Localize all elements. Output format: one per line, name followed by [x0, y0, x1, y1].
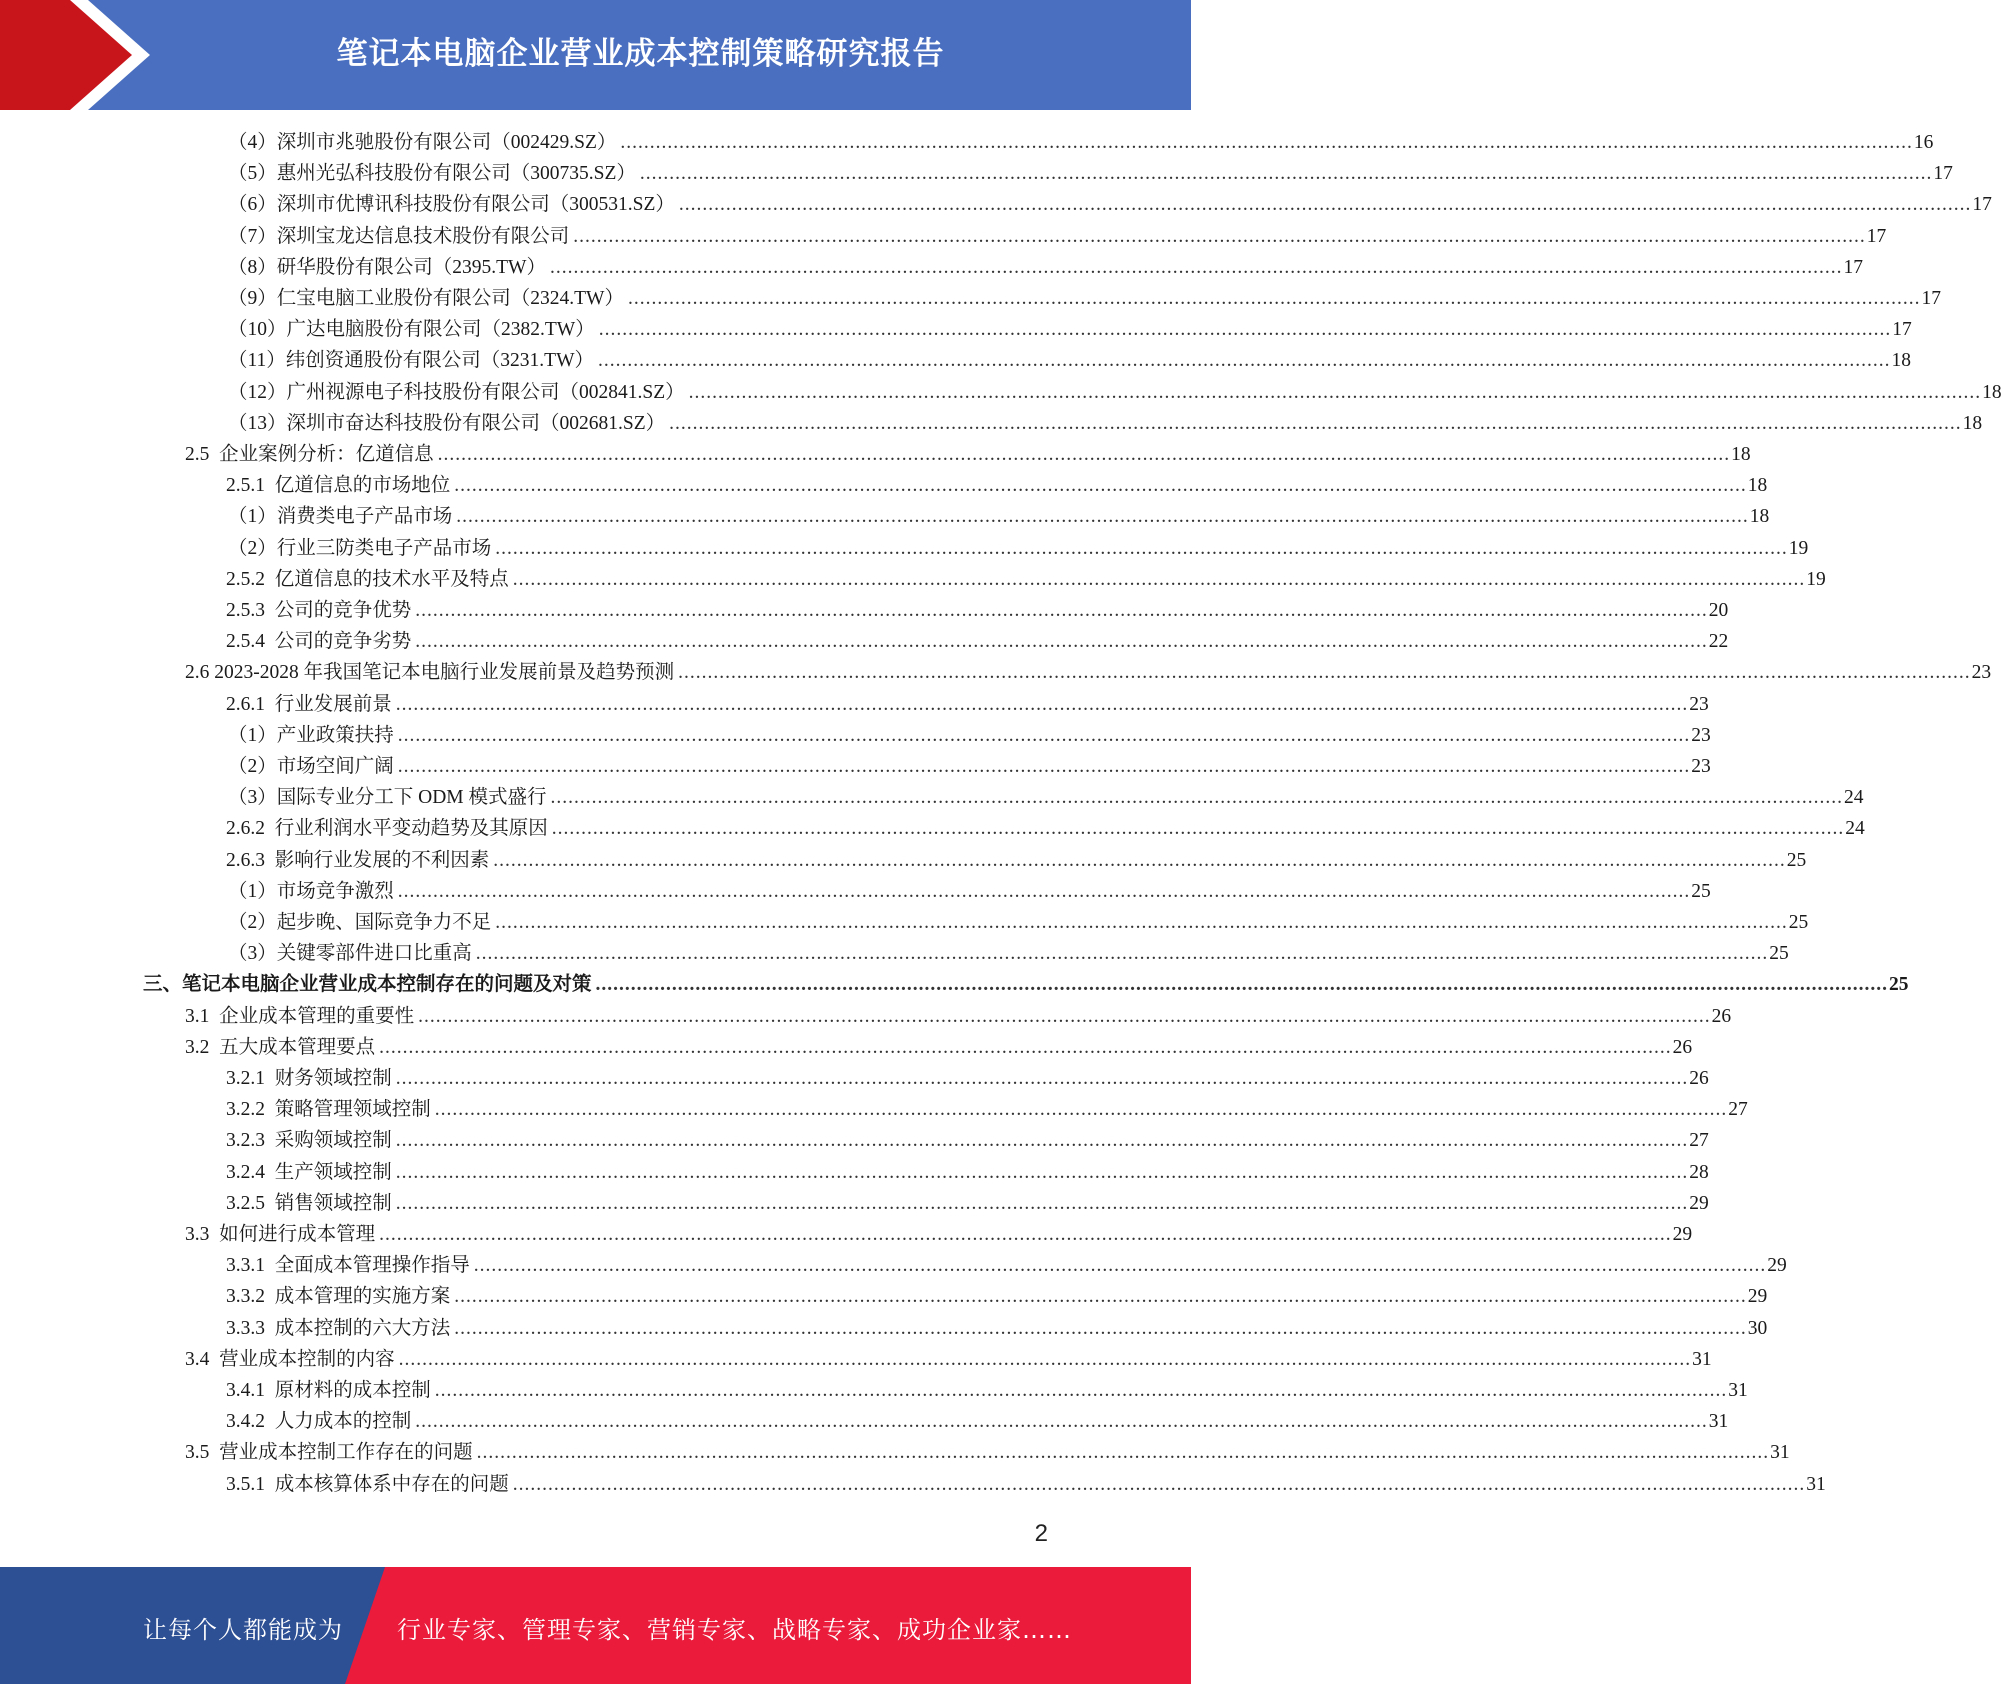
toc-entry[interactable]	[228, 533, 1809, 564]
toc-entry[interactable]	[228, 907, 1809, 938]
toc-entry-title: （10）广达电脑股份有限公司（2382.TW）	[228, 319, 595, 341]
toc-entry-title: 3.4.1 原材料的成本控制	[226, 1380, 431, 1401]
toc-entry-page: 31	[1728, 1380, 1748, 1401]
page-footer	[0, 1567, 1191, 1684]
toc-dot-leader: ............................................................................................................................................................................................................................	[395, 1130, 1689, 1152]
toc-entry-page: 17	[1921, 288, 1941, 309]
toc-entry[interactable]	[226, 626, 1729, 657]
toc-entry-title: 3.5 营业成本控制工作存在的问题	[185, 1442, 473, 1464]
toc-dot-leader: ............................................................................................................................................................................................................................	[549, 256, 1843, 278]
toc-entry[interactable]	[143, 969, 1909, 1000]
toc-entry[interactable]	[228, 876, 1711, 907]
toc-entry-title: 3.4.2 人力成本的控制	[226, 1411, 412, 1433]
toc-entry-page: 25	[1889, 974, 1909, 996]
toc-entry-title: （8）研华股份有限公司（2395.TW）	[228, 256, 546, 278]
toc-dot-leader: ............................................................................................................................................................................................................................	[397, 880, 1691, 902]
toc-entry-page: 25	[1691, 880, 1711, 902]
toc-dot-leader: ............................................................................................................................................................................................................................	[379, 1036, 1672, 1058]
toc-dot-leader: ............................................................................................................................................................................................................................	[415, 1411, 1708, 1433]
toc-entry[interactable]	[228, 408, 1983, 439]
toc-dot-leader: ............................................................................................................................................................................................................................	[595, 974, 1889, 996]
toc-entry-page: 28	[1689, 1161, 1709, 1183]
toc-dot-leader: ............................................................................................................................................................................................................................	[398, 1348, 1692, 1370]
toc-entry-page: 19	[1806, 568, 1826, 590]
toc-entry[interactable]	[228, 127, 1934, 158]
toc-entry-title: （7）深圳宝龙达信息技术股份有限公司	[228, 225, 570, 247]
toc-dot-leader: ............................................................................................................................................................................................................................	[454, 475, 1747, 497]
toc-entry-page: 17	[1892, 319, 1912, 341]
toc-dot-leader: ............................................................................................................................................................................................................................	[397, 756, 1691, 777]
toc-dot-leader: ............................................................................................................................................................................................................................	[379, 1224, 1672, 1245]
toc-dot-leader: ............................................................................................................................................................................................................................	[395, 1161, 1689, 1183]
toc-dot-leader: ............................................................................................................................................................................................................................	[473, 1255, 1767, 1277]
toc-entry-page: 27	[1728, 1099, 1748, 1121]
toc-entry-page: 25	[1786, 849, 1807, 871]
toc-dot-leader: ............................................................................................................................................................................................................................	[397, 724, 1691, 746]
toc-dot-leader: ............................................................................................................................................................................................................................	[415, 600, 1708, 621]
toc-entry-page: 26	[1672, 1036, 1693, 1058]
toc-dot-leader: ............................................................................................................................................................................................................................	[620, 132, 1913, 153]
toc-entry-title: 3.4 营业成本控制的内容	[185, 1348, 395, 1370]
toc-entry-page: 29	[1672, 1224, 1693, 1245]
toc-entry-page: 25	[1788, 912, 1809, 933]
toc-entry-title: （4）深圳市兆驰股份有限公司（002429.SZ）	[228, 132, 617, 153]
toc-entry-title: 2.5.2 亿道信息的技术水平及特点	[226, 568, 509, 590]
toc-dot-leader: ............................................................................................................................................................................................................................	[627, 288, 1921, 309]
toc-entry-title: （2）市场空间广阔	[228, 756, 394, 777]
toc-entry-title: 3.2.3 采购领域控制	[226, 1130, 392, 1152]
toc-dot-leader: ............................................................................................................................................................................................................................	[415, 631, 1708, 653]
toc-entry[interactable]	[228, 501, 1770, 532]
toc-dot-leader: ............................................................................................................................................................................................................................	[573, 225, 1866, 247]
toc-entry-page: 18	[1731, 444, 1751, 465]
toc-entry[interactable]	[226, 1281, 1768, 1312]
toc-dot-leader: ............................................................................................................................................................................................................................	[512, 568, 1806, 590]
toc-entry[interactable]	[185, 657, 1992, 688]
toc-entry-title: （2）起步晚、国际竞争力不足	[228, 912, 492, 933]
toc-dot-leader: ............................................................................................................................................................................................................................	[418, 1005, 1711, 1027]
toc-entry-page: 18	[1962, 412, 1983, 434]
toc-entry-title: 2.6.3 影响行业发展的不利因素	[226, 849, 490, 871]
toc-entry[interactable]	[228, 938, 1789, 969]
toc-entry-title: 三、笔记本电脑企业营业成本控制存在的问题及对策	[143, 974, 592, 996]
toc-entry-page: 17	[1866, 225, 1887, 247]
toc-entry-title: （6）深圳市优博讯科技股份有限公司（300531.SZ）	[228, 194, 675, 216]
toc-entry-page: 18	[1749, 506, 1770, 528]
toc-dot-leader: ............................................................................................................................................................................................................................	[688, 381, 1982, 403]
toc-entry[interactable]	[226, 845, 1807, 876]
page-number: 2	[1034, 1520, 1048, 1547]
toc-entry-page: 25	[1769, 943, 1789, 965]
toc-entry-title: 2.6 2023-2028 年我国笔记本电脑行业发展前景及趋势预测	[185, 662, 675, 684]
toc-entry[interactable]	[228, 751, 1711, 782]
toc-entry-page: 22	[1708, 631, 1729, 653]
toc-entry-page: 26	[1711, 1005, 1732, 1027]
toc-entry-title: 3.2 五大成本管理要点	[185, 1036, 376, 1058]
toc-entry-page: 20	[1708, 600, 1729, 621]
toc-entry-title: 2.6.2 行业利润水平变动趋势及其原因	[226, 818, 548, 840]
toc-entry-title: 3.2.1 财务领域控制	[226, 1068, 392, 1089]
toc-entry-title: 2.5.4 公司的竞争劣势	[226, 631, 412, 653]
toc-entry[interactable]	[226, 813, 1865, 844]
toc-dot-leader: ............................................................................................................................................................................................................................	[395, 693, 1689, 715]
toc-entry-page: 18	[1747, 475, 1768, 497]
toc-entry-page: 19	[1788, 537, 1809, 559]
toc-entry-title: 2.5.1 亿道信息的市场地位	[226, 475, 451, 497]
toc-entry-page: 31	[1770, 1442, 1790, 1464]
toc-entry-title: （3）国际专业分工下 ODM 模式盛行	[228, 787, 547, 809]
toc-entry[interactable]	[185, 1001, 1732, 1032]
toc-entry[interactable]	[185, 439, 1751, 470]
toc-dot-leader: ............................................................................................................................................................................................................................	[678, 662, 1971, 684]
toc-entry-title: （2）行业三防类电子产品市场	[228, 537, 492, 559]
toc-dot-leader: ............................................................................................................................................................................................................................	[493, 849, 1786, 871]
toc-entry-page: 23	[1691, 756, 1711, 777]
toc-entry[interactable]	[228, 158, 1953, 189]
toc-entry-title: （5）惠州光弘科技股份有限公司（300735.SZ）	[228, 163, 636, 185]
toc-entry[interactable]	[228, 377, 2002, 408]
toc-entry-page: 27	[1689, 1130, 1709, 1152]
report-title: 笔记本电脑企业营业成本控制策略研究报告	[336, 36, 945, 72]
toc-entry-page: 23	[1691, 724, 1711, 746]
toc-entry-title: 3.2.5 销售领域控制	[226, 1192, 392, 1214]
toc-entry[interactable]	[226, 1313, 1768, 1344]
toc-entry-title: （9）仁宝电脑工业股份有限公司（2324.TW）	[228, 288, 624, 309]
toc-dot-leader: ............................................................................................................................................................................................................................	[550, 787, 1844, 809]
toc-entry[interactable]	[226, 564, 1826, 595]
toc-entry[interactable]	[226, 1406, 1729, 1437]
toc-entry-title: 3.1 企业成本管理的重要性	[185, 1005, 415, 1027]
toc-entry-title: （1）消费类电子产品市场	[228, 506, 453, 528]
toc-dot-leader: ............................................................................................................................................................................................................................	[669, 412, 1962, 434]
toc-entry-page: 18	[1982, 381, 2002, 403]
toc-entry-title: 3.3.1 全面成本管理操作指导	[226, 1255, 470, 1277]
toc-dot-leader: ............................................................................................................................................................................................................................	[395, 1068, 1689, 1089]
toc-entry[interactable]	[228, 189, 1992, 220]
toc-entry[interactable]	[226, 1188, 1709, 1219]
toc-entry-page: 17	[1972, 194, 1992, 216]
toc-dot-leader: ............................................................................................................................................................................................................................	[454, 1317, 1747, 1339]
toc-entry-page: 26	[1689, 1068, 1709, 1089]
toc-entry[interactable]	[226, 1063, 1709, 1094]
toc-entry-title: 2.6.1 行业发展前景	[226, 693, 392, 715]
toc-entry-title: 3.3 如何进行成本管理	[185, 1224, 376, 1245]
toc-entry-page: 31	[1708, 1411, 1729, 1433]
toc-entry[interactable]	[226, 1469, 1826, 1500]
toc-entry[interactable]	[185, 1344, 1712, 1375]
toc-entry-page: 30	[1747, 1317, 1768, 1339]
toc-dot-leader: ............................................................................................................................................................................................................................	[395, 1192, 1689, 1214]
toc-entry[interactable]	[226, 1125, 1709, 1156]
toc-entry[interactable]	[226, 595, 1729, 626]
toc-entry[interactable]	[226, 1094, 1748, 1125]
toc-dot-leader: ............................................................................................................................................................................................................................	[598, 319, 1892, 341]
toc-entry-page: 29	[1689, 1192, 1709, 1214]
toc-dot-leader: ............................................................................................................................................................................................................................	[495, 537, 1788, 559]
toc-dot-leader: ............................................................................................................................................................................................................................	[434, 1380, 1728, 1401]
toc-entry[interactable]	[226, 470, 1768, 501]
toc-dot-leader: ............................................................................................................................................................................................................................	[597, 350, 1891, 372]
toc-entry-title: 3.3.3 成本控制的六大方法	[226, 1317, 451, 1339]
toc-dot-leader: ............................................................................................................................................................................................................................	[437, 444, 1731, 465]
page-header	[0, 0, 1191, 110]
toc-dot-leader: ............................................................................................................................................................................................................................	[678, 194, 1972, 216]
toc-entry[interactable]	[226, 1250, 1787, 1281]
toc-dot-leader: ............................................................................................................................................................................................................................	[476, 1442, 1770, 1464]
toc-entry-page: 18	[1891, 350, 1911, 372]
toc-entry-title: 2.5 企业案例分析：亿道信息	[185, 444, 434, 465]
toc-entry[interactable]	[228, 252, 1863, 283]
toc-entry-page: 24	[1844, 787, 1864, 809]
toc-entry[interactable]	[228, 314, 1912, 345]
toc-entry-title: 3.5.1 成本核算体系中存在的问题	[226, 1473, 509, 1495]
toc-entry[interactable]	[185, 1219, 1693, 1250]
toc-entry-title: （11）纬创资通股份有限公司（3231.TW）	[228, 350, 594, 372]
toc-dot-leader: ............................................................................................................................................................................................................................	[475, 943, 1769, 965]
footer-slogan-left: 让每个人都能成为	[143, 1616, 343, 1644]
toc-entry-title: （1）产业政策扶持	[228, 724, 394, 746]
toc-entry-title: （1）市场竞争激烈	[228, 880, 394, 902]
toc-entry[interactable]	[228, 782, 1864, 813]
toc-entry-page: 23	[1689, 693, 1709, 715]
toc-entry[interactable]	[228, 283, 1941, 314]
toc-entry-title: （12）广州视源电子科技股份有限公司（002841.SZ）	[228, 381, 685, 403]
toc-entry[interactable]	[228, 221, 1887, 252]
toc-entry-title: 3.3.2 成本管理的实施方案	[226, 1286, 451, 1308]
toc-dot-leader: ............................................................................................................................................................................................................................	[495, 912, 1788, 933]
toc-entry[interactable]	[226, 1157, 1709, 1188]
toc-entry-page: 31	[1692, 1348, 1712, 1370]
toc-dot-leader: ............................................................................................................................................................................................................................	[456, 506, 1749, 528]
toc-entry-page: 16	[1913, 132, 1934, 153]
toc-entry-title: 3.2.2 策略管理领域控制	[226, 1099, 431, 1121]
toc-entry-page: 31	[1806, 1473, 1826, 1495]
toc-entry-title: 3.2.4 生产领域控制	[226, 1161, 392, 1183]
toc-entry-page: 29	[1747, 1286, 1768, 1308]
toc-entry[interactable]	[226, 1375, 1748, 1406]
toc-entry-page: 17	[1933, 163, 1953, 185]
toc-entry[interactable]	[228, 345, 1911, 376]
toc-dot-leader: ............................................................................................................................................................................................................................	[639, 163, 1933, 185]
toc-dot-leader: ............................................................................................................................................................................................................................	[454, 1286, 1747, 1308]
toc-entry[interactable]	[185, 1032, 1693, 1063]
toc-entry[interactable]	[226, 689, 1709, 720]
toc-entry-page: 23	[1971, 662, 1992, 684]
footer-slogan-right: 行业专家、管理专家、营销专家、战略专家、成功企业家……	[397, 1616, 1072, 1644]
toc-entry-page: 24	[1845, 818, 1865, 840]
toc-entry[interactable]	[228, 720, 1711, 751]
toc-entry-page: 17	[1843, 256, 1863, 278]
toc-entry[interactable]	[185, 1437, 1790, 1468]
toc-entry-page: 29	[1767, 1255, 1787, 1277]
toc-dot-leader: ............................................................................................................................................................................................................................	[434, 1099, 1728, 1121]
toc-dot-leader: ............................................................................................................................................................................................................................	[512, 1473, 1806, 1495]
toc-entry-title: 2.5.3 公司的竞争优势	[226, 600, 412, 621]
toc-entry-title: （3）关键零部件进口比重高	[228, 943, 472, 965]
toc-entry-title: （13）深圳市奋达科技股份有限公司（002681.SZ）	[228, 412, 666, 434]
toc-dot-leader: ............................................................................................................................................................................................................................	[551, 818, 1845, 840]
